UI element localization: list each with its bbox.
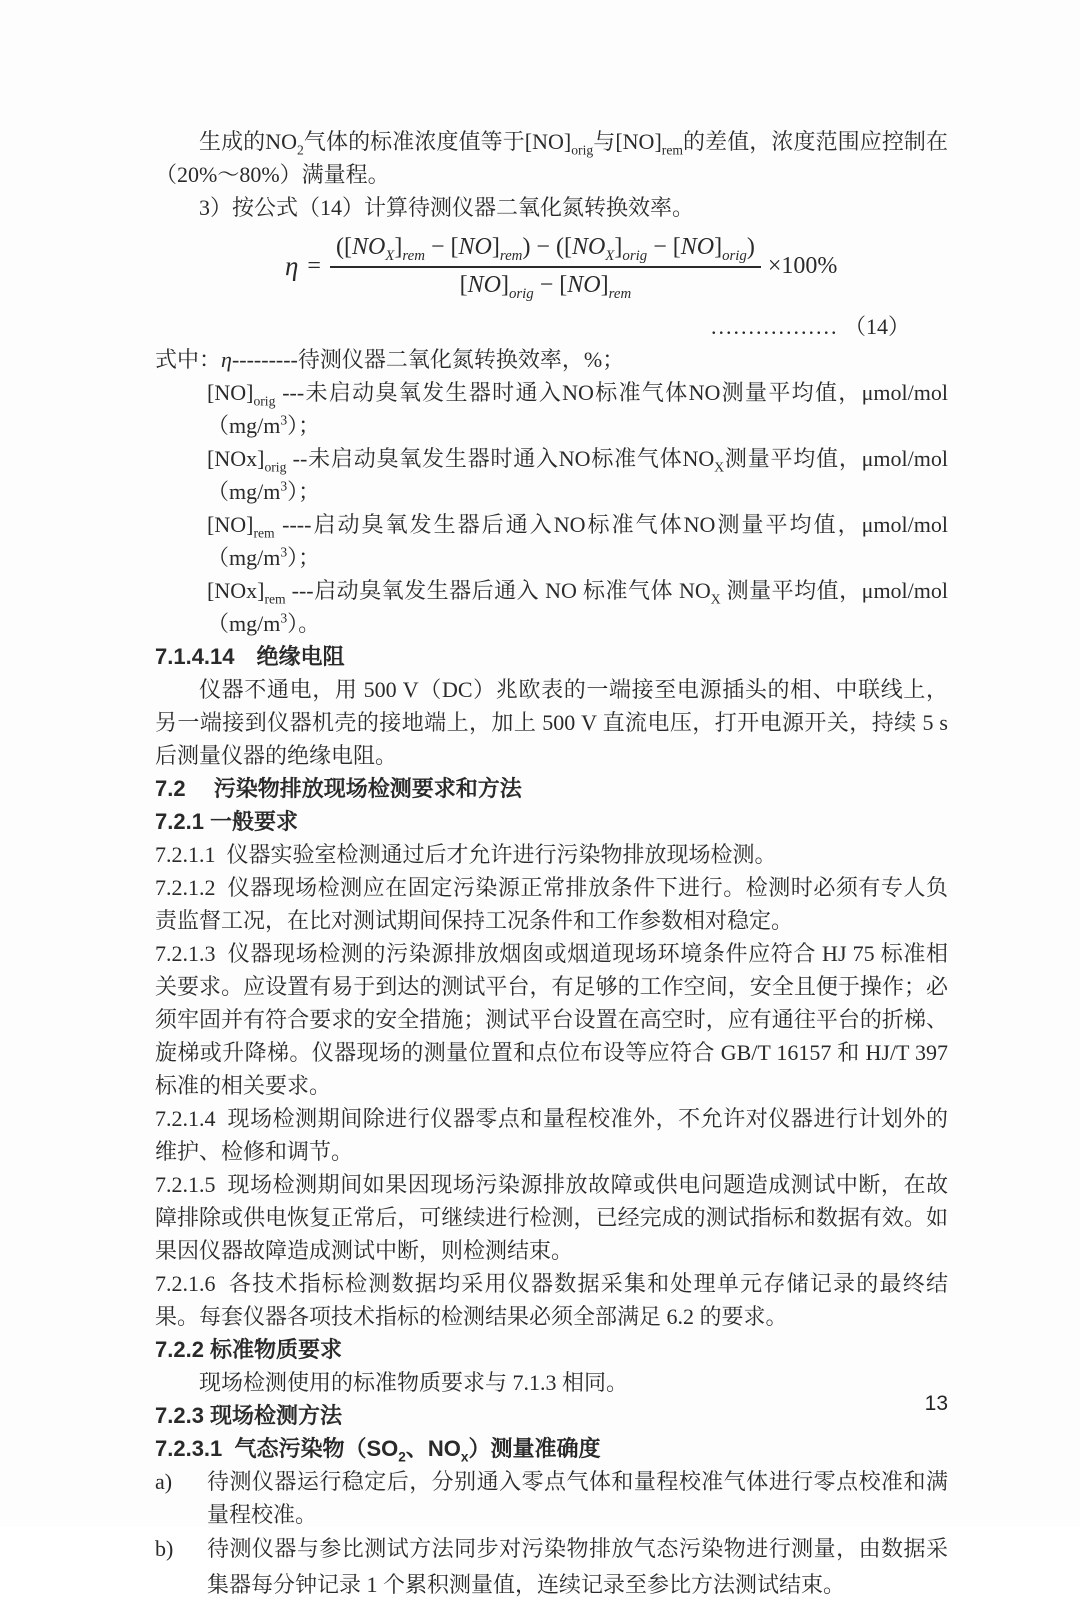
section-7-2-1-6: 7.2.1.6 各技术指标检测数据均采用仪器数据采集和处理单元存储记录的最终结果。每套仪器各项技术指标的检测结果必须全部满足 6.2 的要求。 [155, 1271, 948, 1329]
list-text-a: 待测仪器运行稳定后，分别通入零点气体和量程校准气体进行零点校准和满量程校准。 [207, 1469, 948, 1527]
where-clause: 式中：η---------待测仪器二氧化氮转换效率，%； [155, 347, 625, 372]
equation-14-block [155, 224, 948, 343]
definition-nox-rem: $[NOx]_{rem}$ ---启动臭氧发生器后通入 NO 标准气体 $NO_X$ 测量平均值，μmol/$mol(mg/m^3)$。 [207, 578, 949, 636]
list-marker-a: a) [155, 1469, 173, 1494]
formula-multiplier: ×100% [767, 252, 838, 279]
section-7-2-1-1: 7.2.1.1 仪器实验室检测通过后才允许进行污染物排放现场检测。 [155, 842, 777, 867]
list-item-b [155, 1531, 948, 1603]
list-text-b: 待测仪器与参比测试方法同步对污染物排放气态污染物进行测量，由数据采集器每分钟记录 1 个累积测量值，连续记录至参比方法测试结束。 [207, 1536, 948, 1597]
formula-denominator: $[NO]_{orig} - [NO]_{rem}$ [459, 271, 632, 302]
paragraph-insulation: 仪器不通电，用 500 V（DC）兆欧表的一端接至电源插头的相、中联线上，另一端接到仪器机壳的接地端上，加上 500 V 直流电压，打开电源开关，持续 5 s 后测量仪器的绝缘电阻。 [155, 677, 948, 768]
page-content [155, 125, 948, 1603]
equation-number [711, 310, 910, 341]
formula-eta: η [285, 251, 299, 282]
heading-7-2-3-1: 7.2.3.1 气态污染物（$SO_2$、$NO_x$）测量准确度 [155, 1436, 601, 1465]
equation-dots: ................. [710, 314, 839, 339]
heading-7-1-4-14-insulation: 7.1.4.14 绝缘电阻 [155, 644, 345, 669]
formula-equals: = [307, 252, 321, 279]
definition-no-rem: $[NO]_{rem}$ ----启动臭氧发生器后通入NO标准气体NO测量平均值，μmol/$mol(mg/m^3)$； [207, 512, 948, 570]
heading-7-2: 7.2 污染物排放现场检测要求和方法 [155, 776, 522, 801]
definition-nox-orig: $[NOx]_{orig}$ --未启动臭氧发生器时通入NO标准气体$NO_X$测量平均值，μmol/$mol(mg/m^3)$； [207, 446, 948, 504]
section-7-2-1-4: 7.2.1.4 现场检测期间除进行仪器零点和量程校准外，不允许对仪器进行计划外的维护、检修和调节。 [155, 1106, 948, 1164]
equation-14 [285, 224, 948, 302]
heading-7-2-2: 7.2.2 标准物质要求 [155, 1337, 343, 1362]
page-number: 13 [924, 1392, 948, 1415]
section-7-2-1-2: 7.2.1.2 仪器现场检测应在固定污染源正常排放条件下进行。检测时必须有专人负责监督工况，在比对测试期间保持工况条件和工作参数相对稳定。 [155, 875, 948, 933]
paragraph-no2-standard: 生成的$NO_2$气体的标准浓度值等于$[NO]_{orig}$与$[NO]_{rem}$的差值，浓度范围应控制在（20%～80%）满量程。 [155, 129, 948, 187]
heading-7-2-3: 7.2.3 现场检测方法 [155, 1403, 343, 1428]
section-7-2-1-3: 7.2.1.3 仪器现场检测的污染源排放烟囱或烟道现场环境条件应符合 HJ 75 标准相关要求。应设置有易于到达的测试平台，有足够的工作空间，安全且便于操作；必须牢固并有符合要求的安全措施；测试平台设置在高空时，应有通往平台的折梯、旋梯或升降梯。仪器现场的测量位置和点位布设等应符合 GB/T 16157 和 HJ/T 397 标准的相关要求。 [155, 941, 948, 1098]
formula-numerator: $([NO_X]_{rem} - [NO]_{rem}) - ([NO_X]_{orig} - [NO]_{orig})$ [330, 234, 761, 268]
list-marker-b: b) [155, 1536, 174, 1561]
definition-no-orig: $[NO]_{orig}$ ---未启动臭氧发生器时通入NO标准气体NO测量平均值，μmol/$mol(mg/m^3)$； [207, 380, 948, 438]
formula-fraction [330, 234, 761, 302]
equation-number-text: （14） [843, 314, 910, 339]
paragraph-step3: 3）按公式（14）计算待测仪器二氧化氮转换效率。 [199, 195, 695, 220]
section-7-2-1-5: 7.2.1.5 现场检测期间如果因现场污染源排放故障或供电问题造成测试中断，在故障排除或供电恢复正常后，可继续进行检测，已经完成的测试指标和数据有效。如果因仪器故障造成测试中断，则检测结束。 [155, 1172, 948, 1263]
section-7-2-2-text: 现场检测使用的标准物质要求与 7.1.3 相同。 [199, 1370, 629, 1395]
heading-7-2-1: 7.2.1 一般要求 [155, 809, 299, 834]
list-item-a [155, 1465, 948, 1531]
